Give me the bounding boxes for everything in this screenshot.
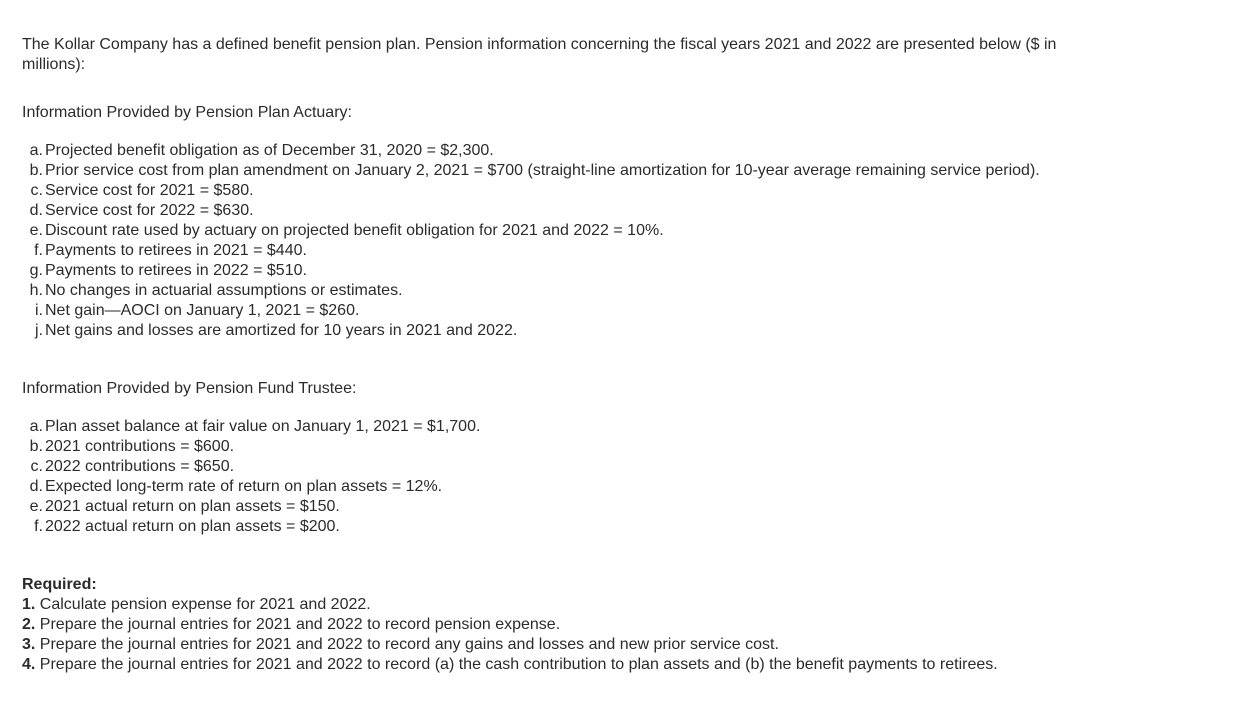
required-text: Prepare the journal entries for 2021 and 2022 to record pension expense. — [39, 616, 561, 633]
list-item — [22, 517, 1092, 537]
list-item — [22, 201, 1092, 221]
list-text: 2022 actual return on plan assets = $200. — [45, 518, 340, 535]
list-item — [22, 635, 1092, 655]
trustee-heading: Information Provided by Pension Fund Trustee: — [22, 380, 357, 397]
list-marker: c. — [30, 458, 43, 475]
list-text: Payments to retirees in 2022 = $510. — [45, 262, 307, 279]
list-text: Discount rate used by actuary on projected benefit obligation for 2021 and 2022 = 10%. — [45, 222, 664, 239]
required-number: 1. — [22, 596, 36, 613]
actuary-heading: Information Provided by Pension Plan Actuary: — [22, 104, 352, 121]
list-text: 2021 actual return on plan assets = $150. — [45, 498, 340, 515]
list-text: Prior service cost from plan amendment on January 2, 2021 = $700 (straight-line amortization for 10-year average remaining service period). — [45, 162, 1040, 179]
list-marker: f. — [34, 242, 43, 259]
intro-paragraph: The Kollar Company has a defined benefit pension plan. Pension information concerning the fiscal years 2021 and 2022 are presented below ($ in millions): — [22, 36, 1057, 73]
list-text: Service cost for 2021 = $580. — [45, 182, 254, 199]
list-text: No changes in actuarial assumptions or estimates. — [45, 282, 403, 299]
required-number: 2. — [22, 616, 36, 633]
required-list — [22, 595, 1092, 675]
list-item — [22, 417, 1092, 437]
list-text: Net gain—AOCI on January 1, 2021 = $260. — [45, 302, 360, 319]
required-text: Prepare the journal entries for 2021 and 2022 to record any gains and losses and new prior service cost. — [39, 636, 779, 653]
trustee-list — [22, 417, 1092, 537]
list-marker: e. — [29, 498, 43, 515]
list-text: Plan asset balance at fair value on January 1, 2021 = $1,700. — [45, 418, 481, 435]
list-text: Payments to retirees in 2021 = $440. — [45, 242, 307, 259]
list-text: Expected long-term rate of return on plan assets = 12%. — [45, 478, 443, 495]
list-item — [22, 615, 1092, 635]
required-text: Prepare the journal entries for 2021 and 2022 to record (a) the cash contribution to plan assets and (b) the benefit payments to retirees. — [39, 656, 998, 673]
list-text: Service cost for 2022 = $630. — [45, 202, 254, 219]
list-marker: j. — [35, 322, 43, 339]
list-text: Net gains and losses are amortized for 10 years in 2021 and 2022. — [45, 322, 518, 339]
required-heading: Required: — [22, 576, 97, 593]
list-item — [22, 221, 1092, 241]
list-item — [22, 437, 1092, 457]
list-item — [22, 261, 1092, 281]
list-text: Projected benefit obligation as of December 31, 2020 = $2,300. — [45, 142, 494, 159]
list-marker: a. — [29, 142, 43, 159]
list-item — [22, 141, 1092, 161]
list-item — [22, 181, 1092, 201]
list-item — [22, 595, 1092, 615]
list-marker: d. — [29, 202, 43, 219]
list-marker: i. — [35, 302, 43, 319]
list-item — [22, 281, 1092, 301]
required-text: Calculate pension expense for 2021 and 2022. — [39, 596, 371, 613]
required-number: 3. — [22, 636, 36, 653]
problem-document — [22, 35, 1092, 675]
list-text: 2021 contributions = $600. — [45, 438, 235, 455]
list-marker: h. — [29, 282, 43, 299]
list-marker: b. — [29, 438, 43, 455]
list-item — [22, 161, 1092, 181]
list-item — [22, 655, 1092, 675]
list-marker: e. — [29, 222, 43, 239]
list-item — [22, 497, 1092, 517]
list-text: 2022 contributions = $650. — [45, 458, 235, 475]
list-item — [22, 457, 1092, 477]
list-marker: f. — [34, 518, 43, 535]
actuary-list — [22, 141, 1092, 341]
list-marker: c. — [30, 182, 43, 199]
list-item — [22, 301, 1092, 321]
list-marker: b. — [29, 162, 43, 179]
list-marker: a. — [29, 418, 43, 435]
list-item — [22, 241, 1092, 261]
list-marker: d. — [29, 478, 43, 495]
list-marker: g. — [29, 262, 43, 279]
list-item — [22, 321, 1092, 341]
required-number: 4. — [22, 656, 36, 673]
list-item — [22, 477, 1092, 497]
